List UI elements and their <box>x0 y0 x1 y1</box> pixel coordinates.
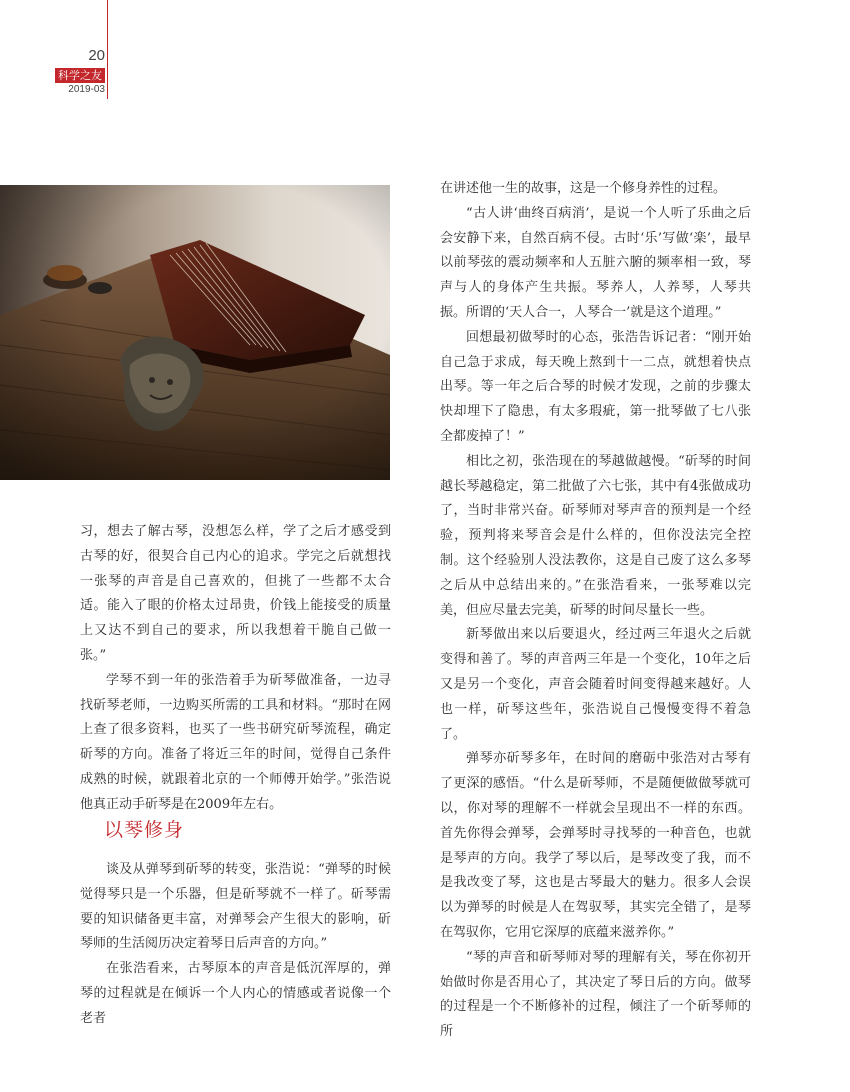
body-paragraph: 谈及从弹琴到斫琴的转变，张浩说：“弹琴的时候觉得琴只是一个乐器，但是斫琴就不一样了。斫琴需要的知识储备更丰富，对弹琴会产生很大的影响，斫琴师的生活阅历决定着琴日后声音的方向。” <box>80 862 391 952</box>
body-paragraph: 在讲述他一生的故事，这是一个修身养性的过程。 <box>440 181 727 196</box>
left-column-top <box>80 520 391 818</box>
guqin-photo <box>0 185 390 480</box>
body-paragraph: 新琴做出来以后要退火，经过两三年退火之后就变得和善了。琴的声音两三年是一个变化，10年之后又是另一个变化，声音会随着时间变得越来越好。人也一样，斫琴这些年，张浩说自己慢慢变得不着急了。 <box>440 627 751 742</box>
header-divider-line <box>107 0 108 99</box>
page-number: 20 <box>88 47 105 64</box>
body-paragraph: 回想最初做琴时的心态，张浩告诉记者：“刚开始自己急于求成，每天晚上熬到十一二点，就想着快点出琴。等一年之后合琴的时候才发现，之前的步骤太快却埋下了隐患，有太多瑕疵，第一批琴做了七八张全都废掉了！” <box>440 329 751 444</box>
magazine-name-badge: 科学之友 <box>55 68 105 83</box>
section-heading: 以琴修身 <box>104 819 185 841</box>
body-paragraph: 弹琴亦斫琴多年，在时间的磨砺中张浩对古琴有了更深的感悟。“什么是斫琴师，不是随便做做琴就可以，你对琴的理解不一样就会呈现出不一样的东西。首先你得会弹琴，会弹琴时寻找琴的一种音色，也就是琴声的方向。我学了琴以后，是琴改变了我，而不是我改变了琴，这也是古琴最大的魅力。很多人会误以为弹琴的时候是人在驾驭琴，其实完全错了，是琴在驾驭你，它用它深厚的底蕴来滋养你。” <box>440 751 751 940</box>
body-paragraph: “古人讲‘曲终百病消’，是说一个人听了乐曲之后会安静下来，自然百病不侵。古时‘乐’写做‘楽’，最早以前琴弦的震动频率和人五脏六腑的频率相一致，琴声与人的身体产生共振。琴养人，人养琴，人琴共振。所谓的‘天人合一，人琴合一’就是这个道理。” <box>440 205 751 320</box>
body-paragraph: 相比之初，张浩现在的琴越做越慢。“斫琴的时间越长琴越稳定，第二批做了六七张，其中有4张做成功了，当时非常兴奋。斫琴师对琴声音的预判是一个经验，预判将来琴音会是什么样的，但你没法完全控制。这个经验别人没法教你，这是自己废了这么多琴之后从中总结出来的。”在张浩看来，一张琴难以完美，但应尽量去完美，斫琴的时间尽量长一些。 <box>440 453 751 618</box>
body-paragraph: 在张浩看来，古琴原本的声音是低沉浑厚的，弹琴的过程就是在倾诉一个人内心的情感或者说像一个老者 <box>80 961 391 1026</box>
body-paragraph: 习，想去了解古琴，没想怎么样，学了之后才感受到古琴的好，很契合自己内心的追求。学完之后就想找一张琴的声音是自己喜欢的，但挑了一些都不太合适。能入了眼的价格太过昂贵，价钱上能接受的质量上又达不到自己的要求，所以我想着干脆自己做一张。” <box>80 524 391 663</box>
right-column <box>440 177 751 1045</box>
body-paragraph: “琴的声音和斫琴师对琴的理解有关，琴在你初开始做时你是否用心了，其决定了琴日后的方向。做琴的过程是一个不断修补的过程，倾注了一个斫琴师的所 <box>440 949 751 1040</box>
issue-date: 2019-03 <box>68 84 105 95</box>
body-paragraph: 学琴不到一年的张浩着手为斫琴做准备，一边寻找斫琴老师，一边购买所需的工具和材料。“那时在网上查了很多资料，也买了一些书研究斫琴流程，确定斫琴的方向。准备了将近三年的时间，觉得自己条件成熟的时候，就跟着北京的一个师傅开始学。”张浩说他真正动手斫琴是在2009年左右。 <box>80 672 391 812</box>
left-column-bottom <box>80 858 391 1032</box>
